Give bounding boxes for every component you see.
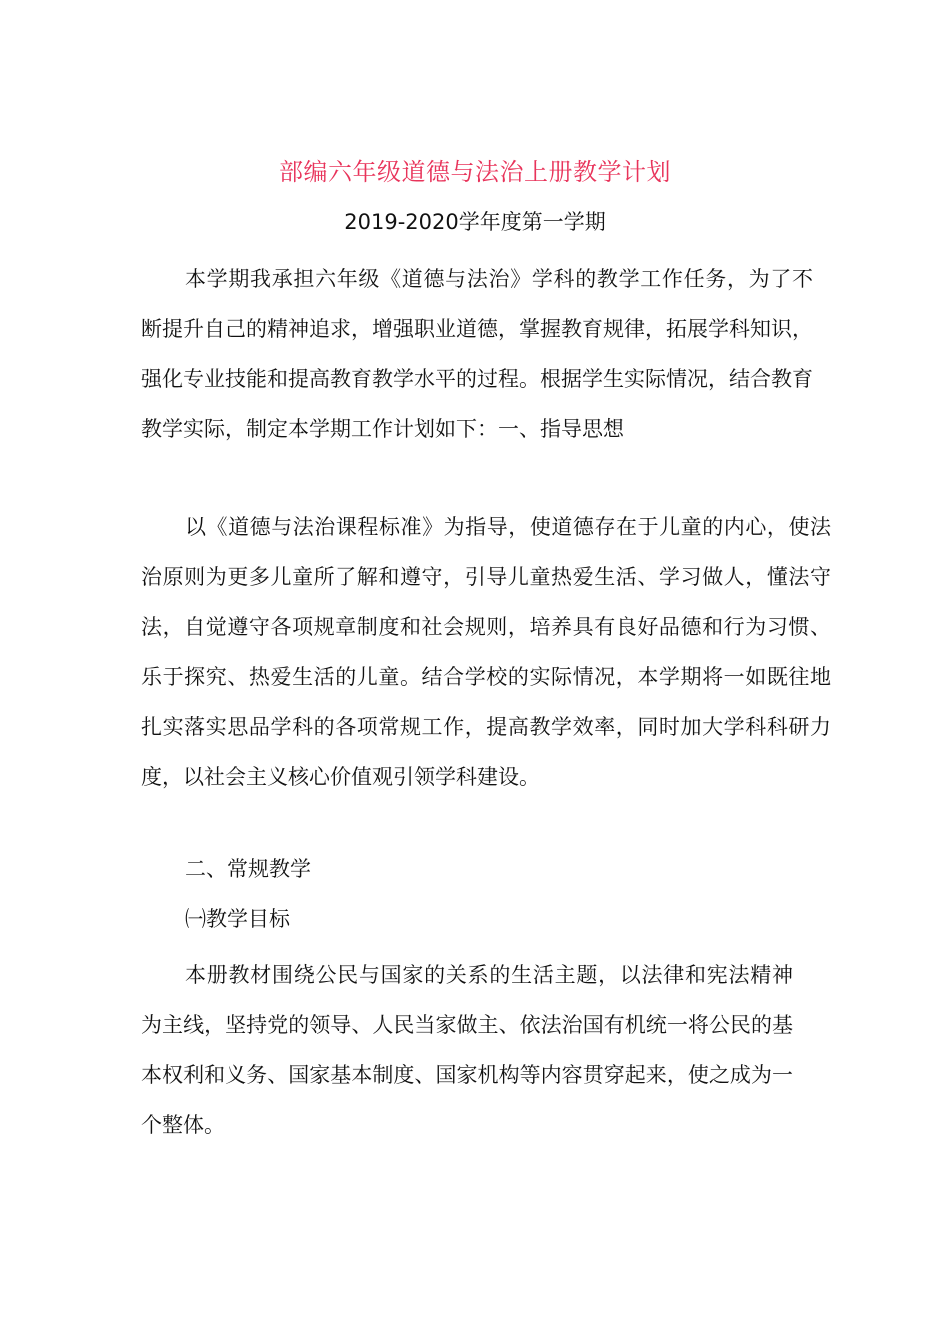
section-heading-routine-teaching: 二、常规教学 <box>185 857 311 881</box>
document-title: 部编六年级道德与法治上册教学计划 <box>279 158 671 186</box>
document-subtitle: 2019-2020学年度第一学期 <box>344 210 606 234</box>
paragraph-teaching-goals: 本册教材围绕公民与国家的关系的生活主题，以法律和宪法精神为主线，坚持党的领导、人民当家做主、依法治国有机统一将公民的基本权利和义务、国家基本制度、国家机构等内容贯穿起来，使之成为一个整体。 <box>141 963 793 1137</box>
subsection-heading-teaching-goals: ㈠教学目标 <box>185 907 290 931</box>
paragraph-guiding-thought: 以《道德与法治课程标准》为指导，使道德存在于儿童的内心，使法治原则为更多儿童所了解和遵守，引导儿童热爱生活、学习做人，懂法守法，自觉遵守各项规章制度和社会规则，培养具有良好品德和行为习惯、乐于探究、热爱生活的儿童。结合学校的实际情况，本学期将一如既往地扎实落实思品学科的各项常规工作，提高教学效率，同时加大学科科研力度，以社会主义核心价值观引领学科建设。 <box>141 515 831 789</box>
paragraph-intro: 本学期我承担六年级《道德与法治》学科的教学工作任务，为了不断提升自己的精神追求，增强职业道德，掌握教育规律，拓展学科知识，强化专业技能和提高教育教学水平的过程。根据学生实际情况，结合教育教学实际，制定本学期工作计划如下：一、指导思想 <box>141 267 813 441</box>
